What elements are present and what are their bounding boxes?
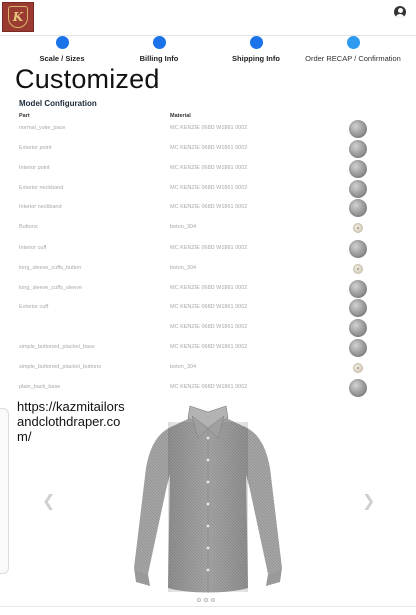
part-name: normal_yoke_pace xyxy=(19,125,66,131)
table-row xyxy=(0,359,416,377)
table-row xyxy=(0,219,416,237)
material-name: MC KENZIE 068D W1861 0002 xyxy=(170,245,248,251)
table-row xyxy=(0,280,416,298)
fabric-swatch[interactable] xyxy=(349,319,367,337)
crest-icon: K xyxy=(8,6,28,28)
step-scale-sizes[interactable] xyxy=(10,36,114,64)
chevron-right-icon[interactable]: ❯ xyxy=(362,491,376,510)
table-row xyxy=(0,180,416,198)
shirt-preview-image xyxy=(128,398,288,598)
material-name: boton_304 xyxy=(170,265,196,271)
pagination-dot[interactable] xyxy=(197,598,201,602)
page-title: Customized xyxy=(15,64,160,94)
button-swatch[interactable] xyxy=(353,223,363,233)
website-url[interactable]: https://kazmitailorsandclothdraper.com/ xyxy=(17,399,125,444)
part-name: simple_buttoned_placket_buttons xyxy=(19,364,101,370)
table-row xyxy=(0,260,416,278)
fabric-swatch[interactable] xyxy=(349,339,367,357)
part-name: Exterior neckband xyxy=(19,185,64,191)
brand-logo[interactable] xyxy=(2,2,34,32)
fabric-swatch[interactable] xyxy=(349,240,367,258)
side-panel-handle[interactable] xyxy=(0,408,9,574)
button-swatch[interactable] xyxy=(353,363,363,373)
carousel-pagination[interactable] xyxy=(197,598,215,602)
chevron-left-icon[interactable]: ❮ xyxy=(42,491,56,510)
step-label: Billing Info xyxy=(139,54,179,63)
table-row xyxy=(0,140,416,158)
part-name: long_sleeve_cuffs_sleeve xyxy=(19,285,82,291)
app-header xyxy=(0,0,416,36)
material-name: MC KENZIE 068D W1861 0002 xyxy=(170,204,248,210)
material-name: MC KENZIE 068D W1861 0002 xyxy=(170,384,248,390)
section-title: Model Configuration xyxy=(19,99,97,108)
material-name: MC KENZIE 068D W1861 0002 xyxy=(170,304,248,310)
table-row xyxy=(0,319,416,337)
material-name: boton_304 xyxy=(170,364,196,370)
part-name: simple_buttoned_placket_base xyxy=(19,344,95,350)
table-row xyxy=(0,199,416,217)
material-name: MC KENZIE 068D W1861 0002 xyxy=(170,165,248,171)
part-name: Interior point xyxy=(19,165,50,171)
step-order-recap[interactable] xyxy=(301,36,405,64)
part-name: long_sleeve_cuffs_button xyxy=(19,265,82,271)
step-dot xyxy=(56,36,69,49)
step-dot xyxy=(153,36,166,49)
material-name: MC KENZIE 068D W1861 0002 xyxy=(170,125,248,131)
table-row xyxy=(0,299,416,317)
material-name: MC KENZIE 068D W1861 0002 xyxy=(170,285,248,291)
material-name: MC KENZIE 068D W1861 0002 xyxy=(170,185,248,191)
part-name: Exterior point xyxy=(19,145,52,151)
account-icon[interactable] xyxy=(394,6,406,18)
column-header-part: Part xyxy=(19,113,30,119)
part-name: Exterior cuff xyxy=(19,304,49,310)
material-name: MC KENZIE 068D W1861 0002 xyxy=(170,344,248,350)
table-row xyxy=(0,120,416,138)
fabric-swatch[interactable] xyxy=(349,199,367,217)
table-row xyxy=(0,339,416,357)
step-label: Scale / Sizes xyxy=(39,54,85,63)
step-label: Shipping Info xyxy=(232,54,280,63)
bottom-bar xyxy=(0,606,416,615)
part-name: Interior cuff xyxy=(19,245,47,251)
material-name: MC KENZIE 068D W1861 0002 xyxy=(170,145,248,151)
table-row xyxy=(0,379,416,397)
table-row xyxy=(0,240,416,258)
fabric-swatch[interactable] xyxy=(349,299,367,317)
part-name: Buttons xyxy=(19,224,38,230)
material-name: boton_304 xyxy=(170,224,196,230)
part-name: Interior neckband xyxy=(19,204,62,210)
fabric-swatch[interactable] xyxy=(349,120,367,138)
step-label: Order RECAP / Confirmation xyxy=(305,54,401,63)
button-swatch[interactable] xyxy=(353,264,363,274)
step-dot xyxy=(347,36,360,49)
material-name: MC KENZIE 068D W1861 0002 xyxy=(170,324,248,330)
column-header-material: Material xyxy=(170,113,191,119)
part-name: plain_back_base xyxy=(19,384,61,390)
pagination-dot[interactable] xyxy=(204,598,208,602)
fabric-swatch[interactable] xyxy=(349,280,367,298)
step-shipping-info[interactable] xyxy=(204,36,308,64)
step-billing-info[interactable] xyxy=(107,36,211,64)
fabric-swatch[interactable] xyxy=(349,160,367,178)
fabric-swatch[interactable] xyxy=(349,180,367,198)
pagination-dot[interactable] xyxy=(211,598,215,602)
step-dot xyxy=(250,36,263,49)
fabric-swatch[interactable] xyxy=(349,379,367,397)
fabric-swatch[interactable] xyxy=(349,140,367,158)
table-row xyxy=(0,160,416,178)
